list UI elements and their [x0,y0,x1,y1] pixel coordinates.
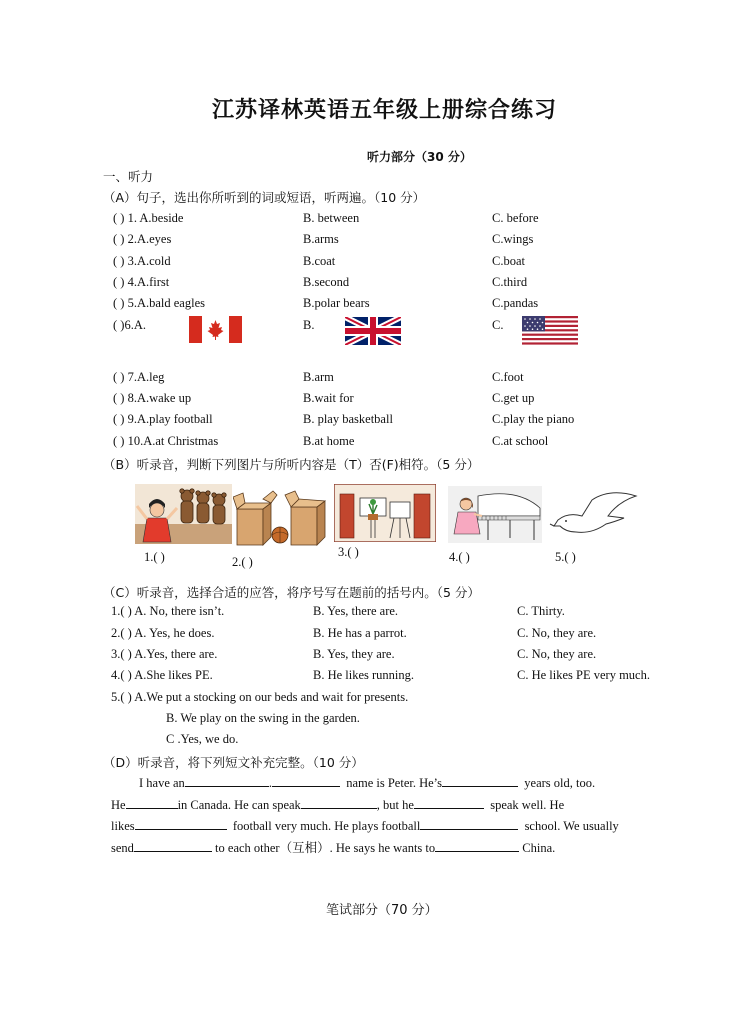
partA-q9-a: ( ) 9.A.play football [113,412,213,426]
partB-label-4: 4.( ) [449,550,470,564]
blank-8[interactable] [420,817,518,830]
blank-6[interactable] [414,796,484,809]
partB-label-2: 2.( ) [232,555,253,569]
partA-q5-b: B.polar bears [303,296,370,310]
partD-passage [111,773,654,859]
girl-playing-piano-picture [448,486,542,543]
blank-4[interactable] [126,796,178,809]
partB-label-5: 5.( ) [555,550,576,564]
partA-q3-b: B.coat [303,254,336,268]
canada-flag-icon [189,316,242,343]
partC-q1-a: 1.( ) A. No, there isn’t. [111,604,225,618]
partC-q3-c: C. No, they are. [517,647,597,661]
usa-flag-icon [522,316,578,345]
bird-picture [548,486,640,544]
partA-q8-c: C.get up [492,391,535,405]
partA-q1-c: C. before [492,211,539,225]
partA-q7-b: B.arm [303,370,334,384]
partC-q5-c: C .Yes, we do. [166,732,239,746]
listening-header: 听力部分（30 分） [367,150,472,164]
partC-q5-b: B. We play on the swing in the garden. [166,711,360,725]
partA-q1-a: ( ) 1. A.beside [113,211,184,225]
partA-q6-c: C. [492,318,504,332]
partC-q2-a: 2.( ) A. Yes, he does. [111,626,215,640]
partA-q9-c: C.play the piano [492,412,575,426]
partA-q10-a: ( ) 10.A.at Christmas [113,434,219,448]
girl-and-bears-picture [135,484,232,544]
partA-q8-a: ( ) 8.A.wake up [113,391,192,405]
blank-3[interactable] [442,774,518,787]
partC-q5-a: 5.( ) A.We put a stocking on our beds and wait for presents. [111,690,409,704]
section-one-heading: 一、听力 [103,169,154,184]
partC-q3-a: 3.( ) A.Yes, there are. [111,647,218,661]
partA-q7-a: ( ) 7.A.leg [113,370,165,384]
partA-q2-a: ( ) 2.A.eyes [113,232,172,246]
partA-q6-a: ( )6.A. [113,318,146,332]
partA-q6-b: B. [303,318,315,332]
partA-q8-b: B.wait for [303,391,354,405]
partA-q10-b: B.at home [303,434,355,448]
page-title: 江苏译林英语五年级上册综合练习 [212,97,558,123]
uk-flag-icon [345,317,401,345]
partC-q4-c: C. He likes PE very much. [517,668,650,682]
partD-line-2: He in Canada. He can speak , but he speak well. He [111,797,565,812]
partC-q4-b: B. He likes running. [313,668,415,682]
partD-line-3: likes football very much. He plays football school. We usually [111,819,619,833]
partA-q4-a: ( ) 4.A.first [113,275,170,289]
partA-q2-b: B.arms [303,232,339,246]
partD-instruction: （D）听录音，将下列短文补充完整。（10 分） [103,755,364,770]
partA-q10-c: C.at school [492,434,549,448]
partA-q7-c: C.foot [492,370,524,384]
blank-2[interactable] [272,774,340,787]
partC-q1-c: C. Thirty. [517,604,565,618]
partC-q2-c: C. No, they are. [517,626,597,640]
partA-q4-b: B.second [303,275,350,289]
classroom-picture [334,484,436,542]
partD-line-1: I have an . name is Peter. He’s years old, too. [139,776,596,790]
partC-q2-b: B. He has a parrot. [313,626,407,640]
blank-7[interactable] [135,817,227,830]
partB-label-1: 1.( ) [144,550,165,564]
blank-9[interactable] [134,839,212,852]
boxes-and-ball-picture [233,489,328,547]
partA-q5-c: C.pandas [492,296,539,310]
partA-q9-b: B. play basketball [303,412,393,426]
partA-q1-b: B. between [303,211,360,225]
partB-instruction: （B）听录音，判断下列图片与所听内容是（T）否(F)相符。（5 分） [103,457,480,472]
written-header: 笔试部分（70 分） [326,903,438,918]
partC-q1-b: B. Yes, there are. [313,604,399,618]
partC-q4-a: 4.( ) A.She likes PE. [111,668,213,682]
partC-instruction: （C）听录音，选择合适的应答，将序号写在题前的括号内。（5 分） [103,585,480,600]
partA-q3-a: ( ) 3.A.cold [113,254,171,268]
partA-q3-c: C.boat [492,254,525,268]
blank-10[interactable] [435,839,519,852]
partC-q3-b: B. Yes, they are. [313,647,395,661]
blank-5[interactable] [301,796,377,809]
partA-q4-c: C.third [492,275,528,289]
partA-instruction: （A）句子，选出你所听到的词或短语，听两遍。（10 分） [103,190,426,205]
partB-label-3: 3.( ) [338,545,359,559]
blank-1[interactable] [185,774,269,787]
partA-q2-c: C.wings [492,232,534,246]
partD-line-4: send to each other（互相）. He says he wants to China. [111,840,556,855]
partA-q5-a: ( ) 5.A.bald eagles [113,296,205,310]
